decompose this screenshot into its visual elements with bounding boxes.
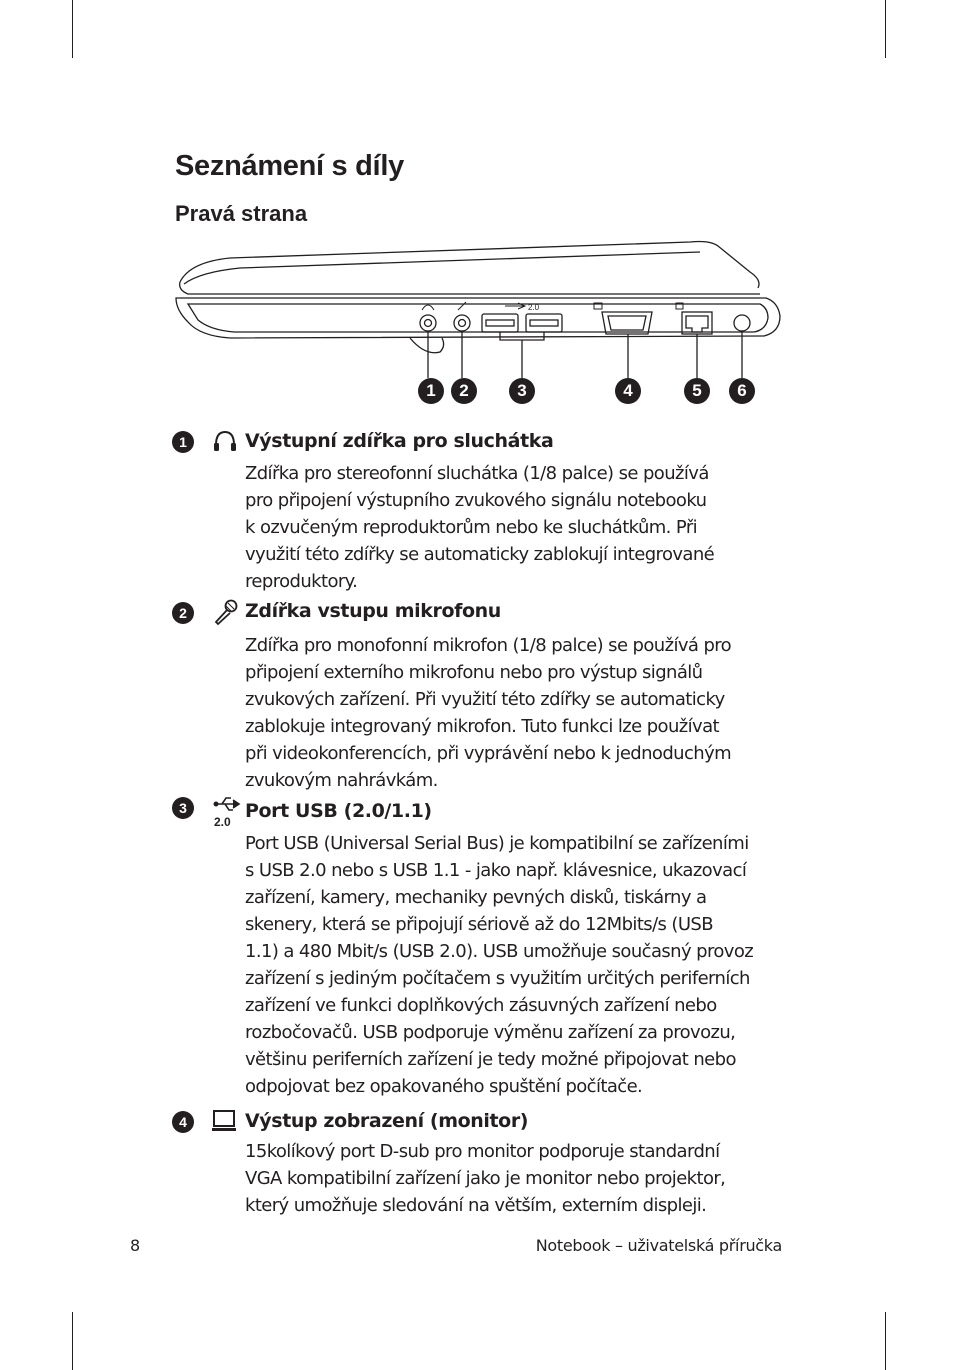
item-body xyxy=(245,1138,845,1219)
item-body xyxy=(245,830,845,1100)
callout-4: 4 xyxy=(615,378,641,404)
microphone-icon xyxy=(458,302,466,310)
item-number: 1 xyxy=(172,431,194,453)
body-line: připojení externího mikrofonu nebo pro výstup signálů xyxy=(245,662,703,683)
body-line: zařízení, kamery, mechaniky pevných disků, tiskárny a xyxy=(245,887,707,908)
crop-mark xyxy=(72,0,73,58)
body-line: reproduktory. xyxy=(245,571,358,592)
body-line: VGA kompatibilní zařízení jako je monitor nebo projektor, xyxy=(245,1168,726,1189)
body-line: 1.1) a 480 Mbit/s (USB 2.0). USB umožňuje současný provoz xyxy=(245,941,754,962)
page-title: Seznámení s díly xyxy=(175,150,404,182)
item-number: 2 xyxy=(172,602,194,624)
item-number: 4 xyxy=(172,1111,194,1133)
body-line: při videokonferencích, při vyprávění nebo k jednoduchým xyxy=(245,743,732,764)
callout-6: 6 xyxy=(729,378,755,404)
usb-icon-label: 2.0 xyxy=(214,815,231,828)
item-heading: Výstupní zdířka pro sluchátka xyxy=(245,430,554,452)
body-line: skenery, která se připojují sériově až do 12Mbits/s (USB xyxy=(245,914,714,935)
microphone-icon xyxy=(212,598,240,626)
item-heading: Zdířka vstupu mikrofonu xyxy=(245,600,501,622)
body-line: zvukovým nahrávkám. xyxy=(245,770,438,791)
body-line: zařízení ve funkci doplňkových zásuvných zařízení nebo xyxy=(245,995,717,1016)
item-heading: Výstup zobrazení (monitor) xyxy=(245,1110,529,1132)
body-line: většinu periferních zařízení je tedy možné připojovat nebo xyxy=(245,1049,736,1070)
callout-5: 5 xyxy=(684,378,710,404)
body-line: který umožňuje sledování na větším, externím displeji. xyxy=(245,1195,707,1216)
crop-mark xyxy=(885,1312,886,1370)
item-body xyxy=(245,632,845,794)
footer-doc-title: Notebook – uživatelská příručka xyxy=(535,1236,782,1255)
callout-2: 2 xyxy=(451,378,477,404)
item-heading: Port USB (2.0/1.1) xyxy=(245,800,432,822)
crop-mark xyxy=(885,0,886,58)
body-line: zablokuje integrovaný mikrofon. Tuto funkci lze používat xyxy=(245,716,719,737)
body-line: rozbočovačů. USB podporuje výměnu zařízení za provozu, xyxy=(245,1022,736,1043)
body-line: Zdířka pro monofonní mikrofon (1/8 palce) se používá pro xyxy=(245,635,732,656)
monitor-icon xyxy=(212,1109,238,1133)
callout-3: 3 xyxy=(509,378,535,404)
body-line: Port USB (Universal Serial Bus) je kompatibilní se zařízeními xyxy=(245,833,749,854)
item-number: 3 xyxy=(172,797,194,819)
usb-icon xyxy=(212,794,242,828)
body-line: Zdířka pro stereofonní sluchátka (1/8 palce) se používá xyxy=(245,463,709,484)
body-line: 15kolíkový port D-sub pro monitor podporuje standardní xyxy=(245,1141,720,1162)
page-subtitle: Pravá strana xyxy=(175,201,308,226)
item-body xyxy=(245,460,845,595)
body-line: zvukových zařízení. Při využití této zdířky se automaticky xyxy=(245,689,725,710)
body-line: odpojovat bez opakovaného spuštění počítače. xyxy=(245,1076,643,1097)
headphone-icon xyxy=(422,305,434,310)
headphone-icon xyxy=(212,429,238,453)
callout-1: 1 xyxy=(418,378,444,404)
body-line: pro připojení výstupního zvukového signálu notebooku xyxy=(245,490,707,511)
body-line: s USB 2.0 nebo s USB 1.1 - jako např. klávesnice, ukazovací xyxy=(245,860,747,881)
body-line: zařízení s jediným počítačem s využitím určitých periferních xyxy=(245,968,750,989)
body-line: využití této zdířky se automaticky zablokují integrované xyxy=(245,544,715,565)
usb-version-label: 2.0 xyxy=(528,303,540,312)
crop-mark xyxy=(72,1312,73,1370)
page-number: 8 xyxy=(130,1236,141,1255)
body-line: k ozvučeným reproduktorům nebo ke sluchátkům. Při xyxy=(245,517,698,538)
